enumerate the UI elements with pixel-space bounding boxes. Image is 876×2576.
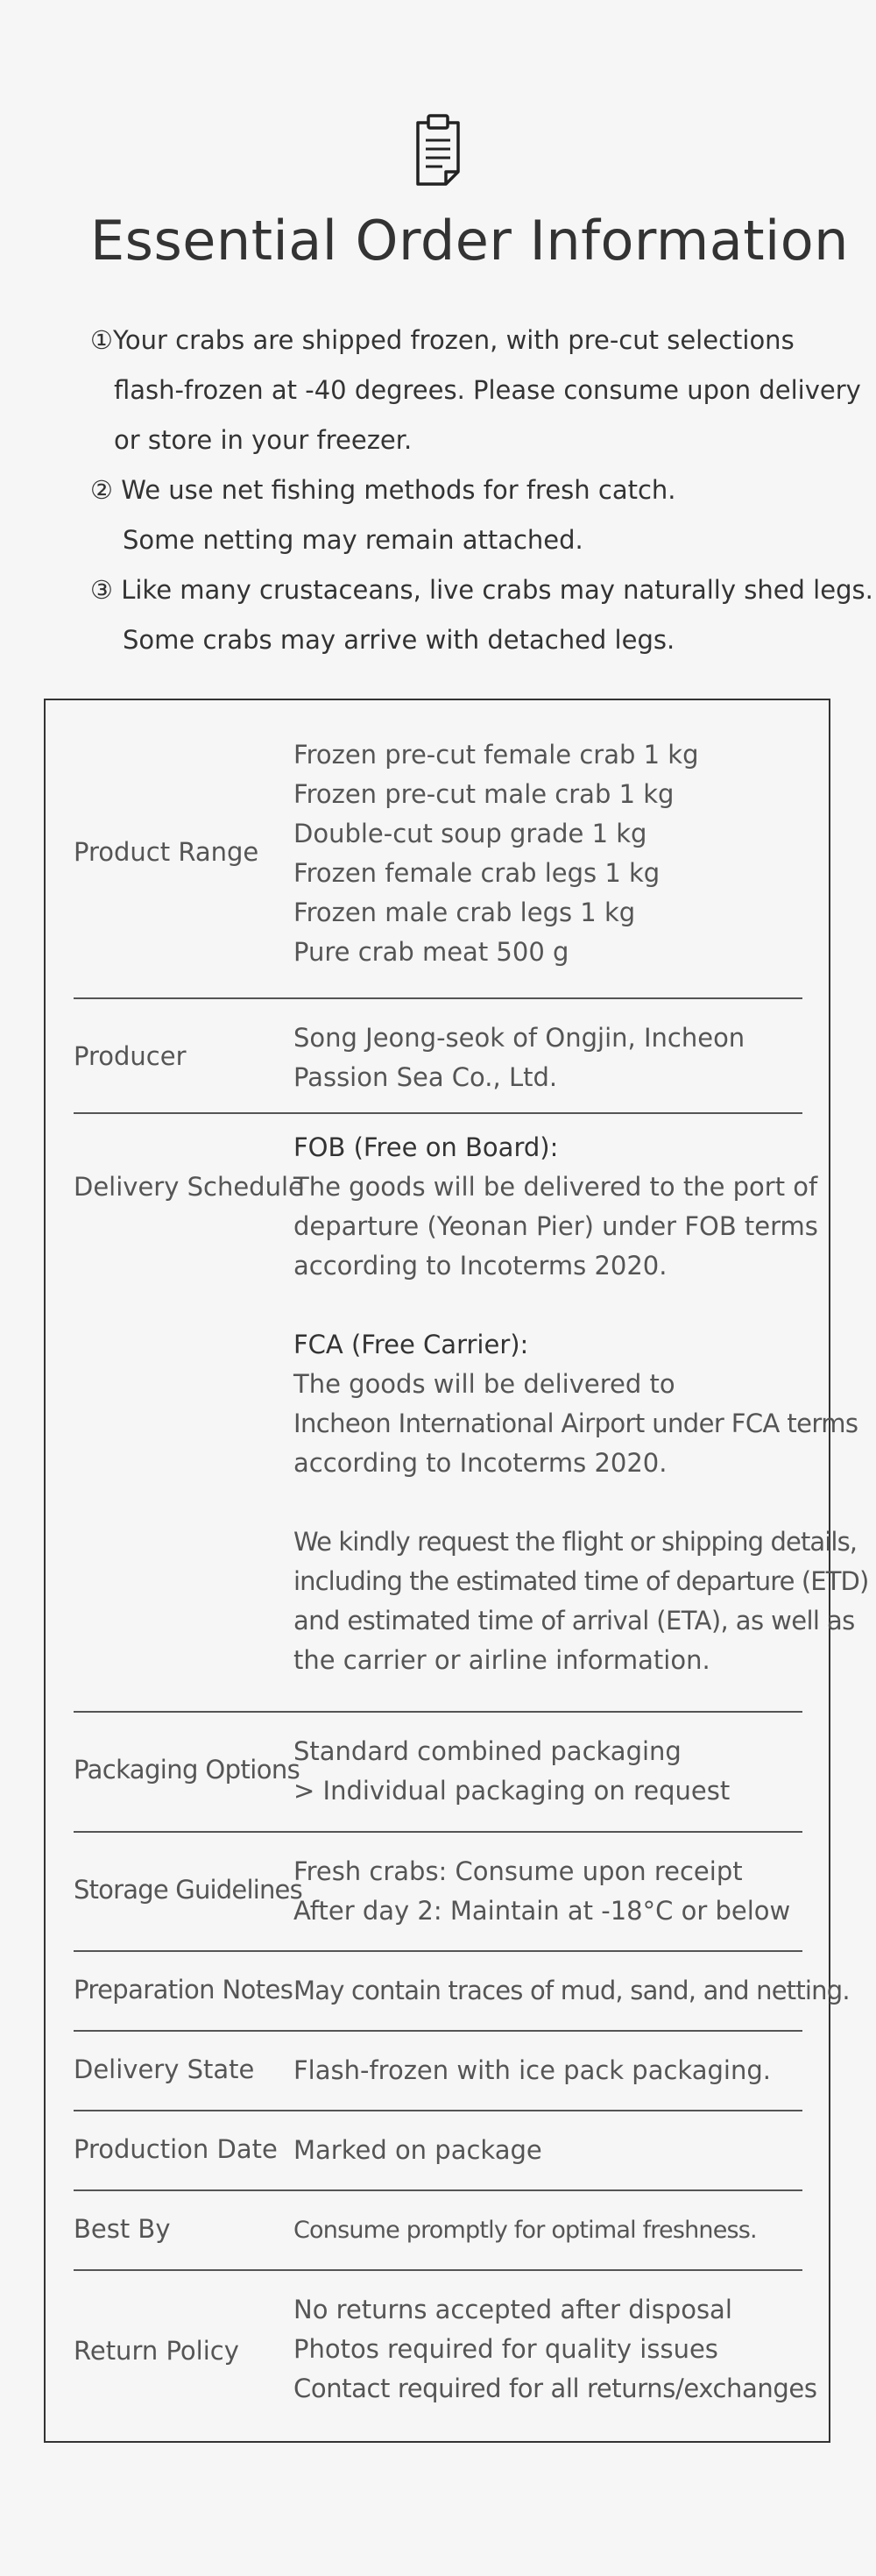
- order-notes: [90, 316, 873, 665]
- value-line: Photos required for quality issues: [293, 2334, 718, 2364]
- value-line: > Individual packaging on request: [293, 1776, 731, 1806]
- row-label: Production Date: [74, 2134, 278, 2164]
- value-line: Flash-frozen with ice pack packaging.: [293, 2055, 771, 2085]
- clipboard-icon: [406, 112, 470, 191]
- note-line: Some netting may remain attached.: [123, 525, 583, 555]
- row-label: Product Range: [74, 837, 259, 867]
- value-line: departure (Yeonan Pier) under FOB terms: [293, 1211, 818, 1241]
- value-line: the carrier or airline information.: [293, 1645, 710, 1675]
- row-label: Storage Guidelines: [74, 1875, 302, 1905]
- row-storage-guidelines: [74, 1833, 802, 1952]
- value-line: Marked on package: [293, 2135, 542, 2165]
- note-line: ①Your crabs are shipped frozen, with pre-cut selections: [90, 325, 795, 355]
- value-line: including the estimated time of departure (ETD): [293, 1566, 869, 1596]
- value-line: Song Jeong-seok of Ongjin, Incheon: [293, 1023, 745, 1053]
- row-production-date: [74, 2111, 802, 2191]
- row-return-policy: [74, 2271, 817, 2438]
- row-best-by: [74, 2191, 802, 2271]
- row-value: [293, 1732, 810, 1811]
- row-value: [293, 1128, 869, 1680]
- value-line: Standard combined packaging: [293, 1736, 682, 1766]
- value-line: Passion Sea Co., Ltd.: [293, 1062, 558, 1092]
- note-line: flash-frozen at -40 degrees. Please consume upon delivery: [114, 375, 861, 405]
- value-line: May contain traces of mud, sand, and netting.: [293, 1976, 850, 2005]
- row-value: [293, 1971, 850, 2011]
- value-line: and estimated time of arrival (ETA), as well as: [293, 1606, 855, 1636]
- row-producer: [74, 999, 802, 1114]
- spacer: [293, 1286, 810, 1325]
- row-preparation-notes: [74, 1952, 850, 2032]
- row-label: Delivery State: [74, 2054, 255, 2084]
- value-line: The goods will be delivered to: [293, 1369, 675, 1399]
- row-delivery-state: [74, 2032, 802, 2111]
- value-line: After day 2: Maintain at -18°C or below: [293, 1896, 791, 1926]
- value-line: Frozen pre-cut male crab 1 kg: [293, 779, 675, 809]
- value-line: Frozen female crab legs 1 kg: [293, 858, 661, 888]
- note-line: ② We use net fishing methods for fresh catch.: [90, 475, 676, 505]
- value-line: The goods will be delivered to the port of: [293, 1172, 818, 1202]
- note-line: Some crabs may arrive with detached legs.: [123, 625, 675, 655]
- value-line: Double-cut soup grade 1 kg: [293, 819, 647, 848]
- note-line: or store in your freezer.: [114, 425, 413, 455]
- row-label: Producer: [74, 1041, 187, 1071]
- value-line: according to Incoterms 2020.: [293, 1251, 668, 1281]
- order-info-table: [44, 699, 869, 2443]
- row-label: Return Policy: [74, 2336, 239, 2366]
- row-value: [293, 2051, 810, 2090]
- value-line: We kindly request the flight or shipping details,: [293, 1527, 858, 1557]
- page-title: Essential Order Information: [90, 209, 849, 273]
- fca-heading: FCA (Free Carrier):: [293, 1330, 529, 1359]
- fob-heading: FOB (Free on Board):: [293, 1132, 559, 1162]
- value-line: Fresh crabs: Consume upon receipt: [293, 1856, 743, 1886]
- row-value: [293, 735, 810, 972]
- value-line: Consume promptly for optimal freshness.: [293, 2217, 757, 2244]
- spacer: [293, 1483, 810, 1522]
- value-line: Contact required for all returns/exchanges: [293, 2374, 817, 2403]
- header-icon-wrap: [0, 112, 876, 195]
- value-line: according to Incoterms 2020.: [293, 1448, 668, 1478]
- row-value: [293, 2290, 817, 2409]
- row-value: [293, 2131, 810, 2170]
- row-label: Delivery Schedule: [74, 1172, 304, 1202]
- value-line: Frozen male crab legs 1 kg: [293, 898, 636, 927]
- value-line: No returns accepted after disposal: [293, 2295, 732, 2324]
- value-line: Incheon International Airport under FCA terms: [293, 1409, 858, 1438]
- row-label: Preparation Notes: [74, 1975, 293, 2005]
- row-value: [293, 2211, 810, 2250]
- row-value: [293, 1852, 810, 1931]
- row-delivery-schedule: [74, 1114, 869, 1713]
- row-label: Packaging Options: [74, 1755, 300, 1785]
- note-line: ③ Like many crustaceans, live crabs may naturally shed legs.: [90, 575, 873, 605]
- row-value: [293, 1018, 810, 1097]
- value-line: Pure crab meat 500 g: [293, 937, 569, 967]
- row-packaging-options: [74, 1713, 802, 1833]
- value-line: Frozen pre-cut female crab 1 kg: [293, 740, 699, 770]
- row-label: Best By: [74, 2214, 171, 2244]
- row-product-range: [74, 700, 802, 999]
